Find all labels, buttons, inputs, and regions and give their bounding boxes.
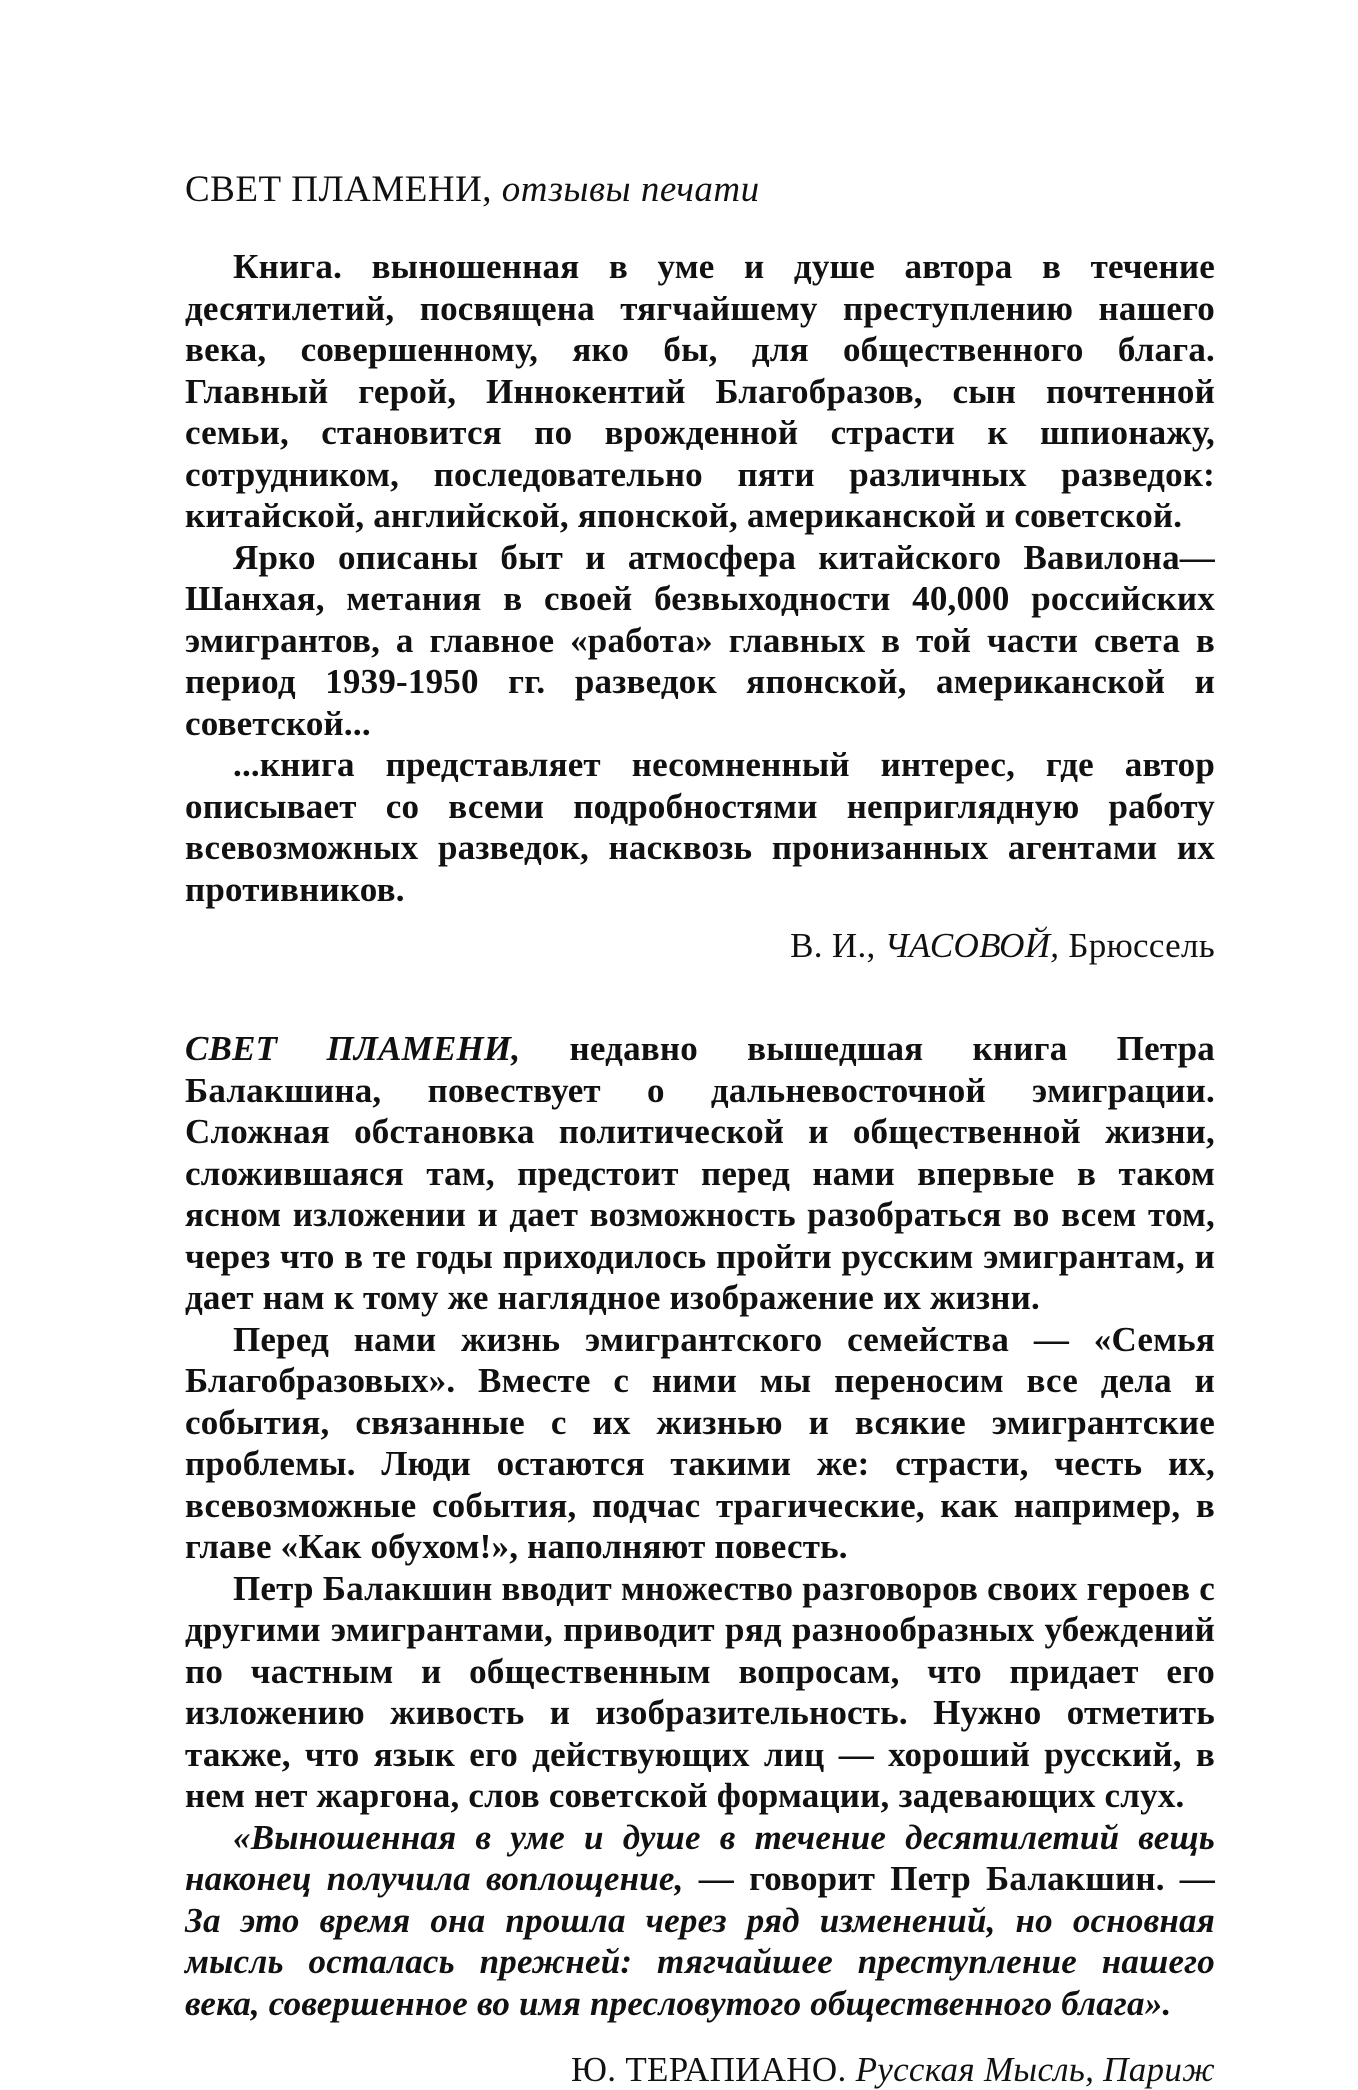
heading-subtitle: отзывы печати <box>501 169 760 210</box>
review2-quote-attribution: — говорит Петр Балакшин. — <box>698 1859 1215 1899</box>
review1-signature <box>185 926 1215 966</box>
review2-paragraph-1 <box>185 1028 1215 1319</box>
review2-signature <box>185 2050 1215 2090</box>
review2-paragraph-1-text: недавно вышедшая книга Петра Балакшина, повествует о дальневосточной эмиграции. Сложная обстановка политической и общественной жизни, сложившаяся там, предстоит перед нами впервые в таком ясном изложении и дает возможность разобраться во всем том, через что в те годы приходилось пройти русским эмигрантам, и дает нам к тому же наглядное изображение их жизни. <box>185 1029 1216 1318</box>
review1-place: Брюссель <box>1068 926 1215 966</box>
review2-book-title: СВЕТ ПЛАМЕНИ, <box>185 1029 521 1069</box>
page-heading <box>185 168 1215 212</box>
review1-author: В. И., <box>790 926 876 966</box>
review2-source: Русская Мысль, Париж <box>855 2050 1215 2090</box>
review1-source: ЧАСОВОЙ, <box>884 926 1060 966</box>
heading-title: СВЕТ ПЛАМЕНИ, <box>185 169 493 210</box>
review2-author: Ю. ТЕРАПИАНО. <box>570 2050 847 2090</box>
review2-paragraph-3: Петр Балакшин вводит множество разговоров своих героев с другими эмигрантами, приводит ряд разнообразных убеждений по частным и общественным вопросам, что придает его изложению живость и изобразительность. Нужно отметить также, что язык его действующих лиц — хороший русский, в нем нет жаргона, слов советской формации, задевающих слух. <box>185 1568 1215 1816</box>
review2-paragraph-2: Перед нами жизнь эмигрантского семейства — «Семья Благобразовых». Вместе с ними мы переносим все дела и события, связанные с их жизнью и всякие эмигрантские проблемы. Люди остаются такими же: страсти, честь их, всевозможные события, подчас трагические, как например, в главе «Как обухом!», наполняют повесть. <box>185 1319 1215 1567</box>
review2-paragraph-4 <box>185 1817 1215 2025</box>
section-gap <box>185 966 1215 1028</box>
review1-paragraph-1: Книга. выношенная в уме и душе автора в течение десятилетий, посвящена тягчайшему преступлению нашего века, совершенному, яко бы, для общественного блага. Главный герой, Иннокентий Благобразов, сын почтенной семьи, становится по врожденной страсти к шпионажу, сотрудником, последовательно пяти различных разведок: китайской, английской, японской, американской и советской. <box>185 247 1215 536</box>
review1-paragraph-2: Ярко описаны быт и атмосфера китайского Вавилона—Шанхая, метания в своей безвыходности 40,000 российских эмигрантов, а главное «работа» главных в той части света в период 1939-1950 гг. разведок японской, американской и советской... <box>185 537 1215 743</box>
review1-paragraph-3: ...книга представляет несомненный интерес, где автор описывает со всеми подробностями неприглядную работу всевозможных разведок, насквозь пронизанных агентами их противников. <box>185 745 1215 909</box>
review2-quote-part-2: За это время она прошла через ряд изменений, но основная мысль осталась прежней: тягчайшее преступление нашего века, совершенное во имя пресловутого общественного блага». <box>185 1900 1215 2023</box>
review-chasovoi <box>185 246 1215 910</box>
review2-quote-part-1: «Выношенная в уме и душе в течение десятилетий вещь наконец получила воплощение, <box>185 1817 1215 1899</box>
document-page <box>185 168 1215 2090</box>
review-russkaya-mysl <box>185 1028 1215 2024</box>
